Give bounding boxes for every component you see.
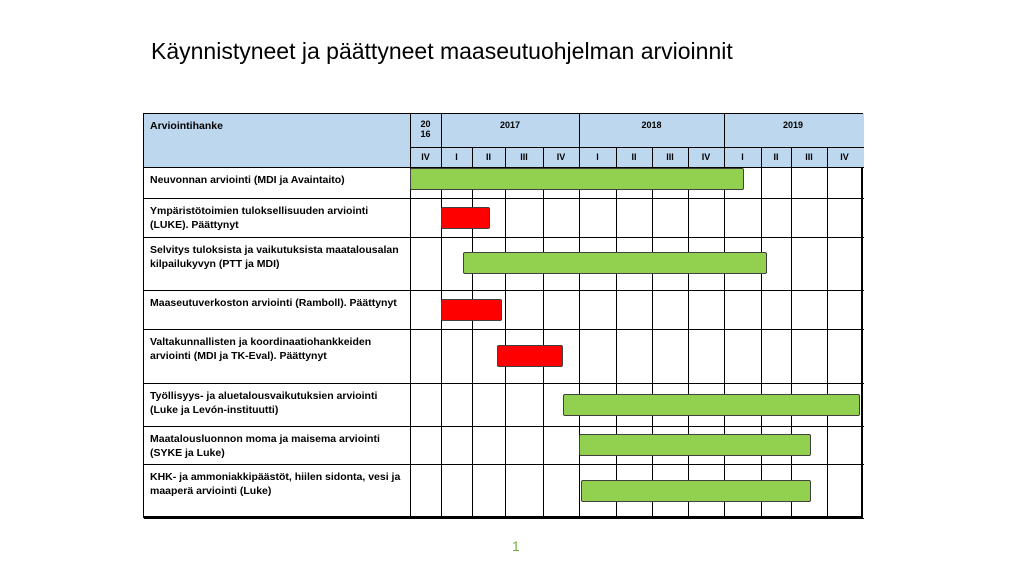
grid-line [144,464,864,465]
quarter-label: I [741,152,744,162]
row-label: Valtakunnallisten ja koordinaatiohankkeiden arviointi (MDI ja TK-Eval). Päättynyt [150,336,372,362]
year-label: 2017 [499,120,521,130]
grid-line [144,426,864,427]
gantt-table [143,113,863,518]
grid-line [144,383,864,384]
grid-line [144,290,864,291]
row-label: KHK- ja ammoniakkipäästöt, hiilen sidonta, vesi ja maaperä arviointi (Luke) [150,471,401,497]
row-label: Selvitys tuloksista ja vaikutuksista maatalousalan kilpailukyvyn (PTT ja MDI) [150,244,399,270]
quarter-label: II [631,152,637,162]
quarter-label: III [520,152,528,162]
year-label: 2018 [641,120,662,130]
row-label: Ympäristötoimien tuloksellisuuden arviointi (LUKE). Päättynyt [150,205,369,231]
row-label: Maaseutuverkoston arviointi (Ramboll). Päättynyt [150,297,397,309]
quarter-label: IV [701,152,711,162]
slide-title: Käynnistyneet ja päättyneet maaseutuohjelman arvioinnit [151,38,733,64]
grid-line [144,329,864,330]
task-bar-ended [441,207,490,229]
year-label: 2019 [782,120,804,130]
task-bar-ended [441,299,502,321]
grid-line [144,198,864,199]
quarter-label: IV [556,152,566,162]
quarter-label: I [596,152,599,162]
grid-line [144,237,864,238]
task-bar-ongoing [563,394,860,416]
grid-line [724,114,725,147]
grid-line [144,518,864,519]
task-bar-ongoing [463,252,767,274]
task-bar-ongoing [410,168,744,190]
quarter-label: IV [421,152,430,162]
grid-line [441,114,442,147]
row-label: Maatalousluonnon moma ja maisema arviointi (SYKE ja Luke) [150,433,380,459]
quarter-label: II [773,152,779,162]
year-label [410,119,441,139]
header-label: Arviointihanke [150,120,223,132]
task-bar-ended [497,345,563,367]
quarter-label: III [805,152,813,162]
year-label-line: 20 [420,119,431,129]
quarter-label: IV [840,152,849,162]
quarter-label: II [485,152,491,162]
page-number: 1 [512,538,520,554]
quarter-label: III [666,152,674,162]
grid-line [579,114,580,147]
grid-line [410,147,864,148]
quarter-label: I [455,152,458,162]
row-label: Työllisyys- ja aluetalousvaikutuksien arviointi (Luke ja Levón-instituutti) [150,390,378,416]
task-bar-ongoing [581,480,811,502]
row-label: Neuvonnan arviointi (MDI ja Avaintaito) [150,174,345,186]
task-bar-ongoing [579,434,811,456]
year-label-line: 16 [420,129,431,139]
